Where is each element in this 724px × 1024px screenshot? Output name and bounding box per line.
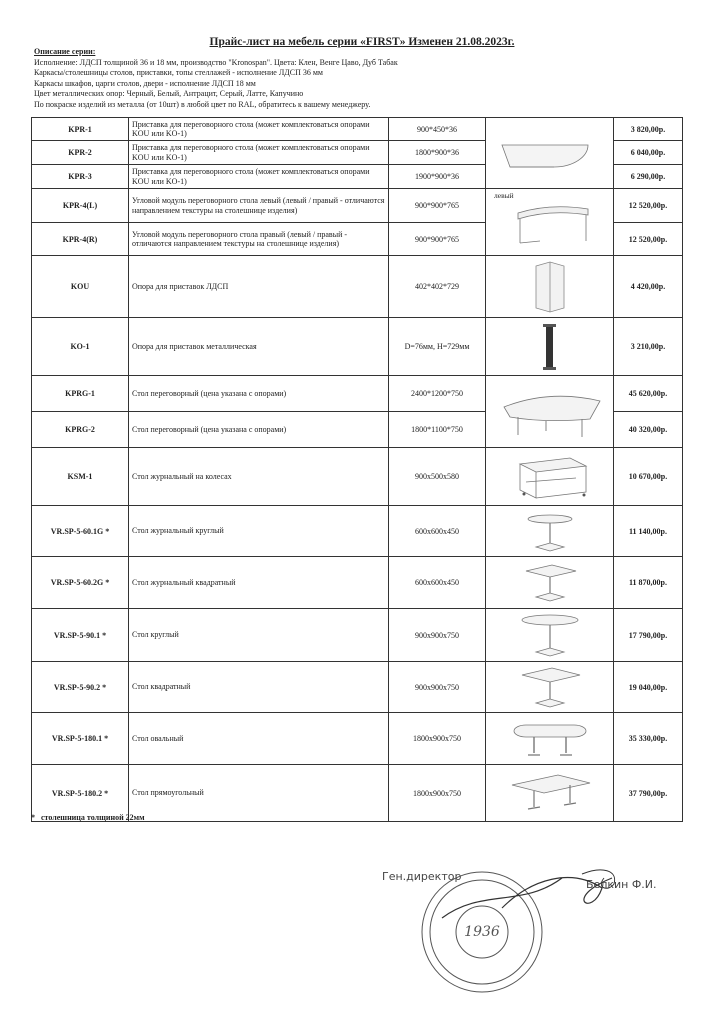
- item-name: Стол переговорный (цена указана с опорами): [129, 412, 389, 448]
- item-price: 19 040,00р.: [614, 662, 683, 713]
- item-price: 11 870,00р.: [614, 557, 683, 609]
- item-size: 1800*1100*750: [389, 412, 486, 448]
- conference-table-image: [490, 379, 610, 445]
- item-code: KPR-3: [32, 165, 129, 189]
- round-table-image: [490, 610, 610, 660]
- item-name: Опора для приставок ЛДСП: [129, 256, 389, 318]
- item-price: 12 520,00р.: [614, 223, 683, 256]
- item-image-cell: [486, 765, 614, 822]
- description-line: Каркасы шкафов, царги столов, двери - исполнение ЛДСП 18 мм: [34, 78, 256, 88]
- description-line: Каркасы/столешницы столов, приставки, топы стеллажей - исполнение ЛДСП 36 мм: [34, 68, 323, 78]
- item-name: Угловой модуль переговорного стола левый (левый / правый - отличаются направлением текстуры на столешнице изделия): [129, 189, 389, 223]
- table-row: [32, 557, 683, 609]
- item-size: 600х600х450: [389, 557, 486, 609]
- item-size: 2400*1200*750: [389, 376, 486, 412]
- item-price: 6 290,00р.: [614, 165, 683, 189]
- footnote-mark: *: [31, 813, 35, 822]
- item-image-cell: [486, 376, 614, 448]
- item-size: 900*900*765: [389, 223, 486, 256]
- item-code: KPRG-2: [32, 412, 129, 448]
- item-code: KPR-2: [32, 141, 129, 165]
- item-size: 1800*900*36: [389, 141, 486, 165]
- item-price: 4 420,00р.: [614, 256, 683, 318]
- table-row: [32, 118, 683, 141]
- item-size: 600х600х450: [389, 506, 486, 557]
- half-round-extension-image: [490, 123, 610, 183]
- item-name: Угловой модуль переговорного стола правый (левый / правый - отличаются направлением текстуры на столешнице изделия): [129, 223, 389, 256]
- item-image-cell: [486, 318, 614, 376]
- table-row: [32, 662, 683, 713]
- description-line: По покраске изделий из металла (от 10шт) в любой цвет по RAL, обратитесь к вашему менеджеру.: [34, 99, 371, 109]
- item-price: 3 210,00р.: [614, 318, 683, 376]
- item-price: 37 790,00р.: [614, 765, 683, 822]
- description-line: Цвет металлических опор: Черный, Белый, Антрацит, Серый, Латте, Капучино: [34, 89, 304, 99]
- item-code: KPR-4(L): [32, 189, 129, 223]
- item-code: VR.SP-5-90.1 *: [32, 609, 129, 662]
- corner-support-image: [490, 258, 610, 316]
- item-code: KOU: [32, 256, 129, 318]
- item-price: 12 520,00р.: [614, 189, 683, 223]
- footnote: [31, 813, 145, 822]
- table-row: [32, 448, 683, 506]
- item-size: 1800х900х750: [389, 713, 486, 765]
- company-stamp: [382, 858, 682, 998]
- signer-role: Ген.директор: [382, 870, 462, 883]
- item-code: KO-1: [32, 318, 129, 376]
- series-description: [34, 47, 398, 111]
- item-price: 3 820,00р.: [614, 118, 683, 141]
- description-heading: Описание серии:: [34, 47, 96, 56]
- item-name: Приставка для переговорного стола (может комплектоваться опорами KOU или KO-1): [129, 141, 389, 165]
- square-coffee-table-image: [490, 559, 610, 607]
- item-name: Опора для приставок металлическая: [129, 318, 389, 376]
- signer-name: Белкин Ф.И.: [586, 878, 657, 891]
- table-row: [32, 318, 683, 376]
- corner-module-image: [490, 191, 610, 253]
- item-size: 900*900*765: [389, 189, 486, 223]
- table-row: [32, 506, 683, 557]
- table-row: [32, 256, 683, 318]
- item-size: 900х900х750: [389, 609, 486, 662]
- item-price: 10 670,00р.: [614, 448, 683, 506]
- table-row: [32, 713, 683, 765]
- item-price: 17 790,00р.: [614, 609, 683, 662]
- item-code: VR.SP-5-60.2G *: [32, 557, 129, 609]
- item-name: Приставка для переговорного стола (может комплектоваться опорами KOU или KO-1): [129, 118, 389, 141]
- item-image-cell: [486, 506, 614, 557]
- item-size: 402*402*729: [389, 256, 486, 318]
- item-code: KPR-1: [32, 118, 129, 141]
- item-image-cell: [486, 662, 614, 713]
- item-code: KSM-1: [32, 448, 129, 506]
- item-size: D=76мм, H=729мм: [389, 318, 486, 376]
- item-name: Стол круглый: [129, 609, 389, 662]
- item-name: Стол переговорный (цена указана с опорами): [129, 376, 389, 412]
- item-image-cell: [486, 256, 614, 318]
- table-row: [32, 609, 683, 662]
- item-name: Стол журнальный круглый: [129, 506, 389, 557]
- item-price: 45 620,00р.: [614, 376, 683, 412]
- item-size: 1900*900*36: [389, 165, 486, 189]
- rectangular-table-image: [490, 767, 610, 819]
- item-size: 900*450*36: [389, 118, 486, 141]
- oval-table-image: [490, 715, 610, 763]
- item-name: Стол прямоугольный: [129, 765, 389, 822]
- table-row: [32, 189, 683, 223]
- item-code: VR.SP-5-90.2 *: [32, 662, 129, 713]
- item-name: Стол журнальный на колесах: [129, 448, 389, 506]
- item-code: VR.SP-5-180.1 *: [32, 713, 129, 765]
- item-name: Стол овальный: [129, 713, 389, 765]
- item-code: VR.SP-5-180.2 *: [32, 765, 129, 822]
- item-image-cell: [486, 118, 614, 189]
- item-size: 900х900х750: [389, 662, 486, 713]
- square-table-image: [490, 663, 610, 711]
- table-row: [32, 376, 683, 412]
- coffee-table-on-wheels-image: [490, 450, 610, 504]
- item-image-cell: [486, 557, 614, 609]
- item-price: 40 320,00р.: [614, 412, 683, 448]
- svg-text:1936: 1936: [464, 924, 500, 940]
- metal-leg-image: [490, 320, 610, 374]
- item-price: 11 140,00р.: [614, 506, 683, 557]
- price-table: [31, 117, 683, 822]
- item-image-cell: [486, 189, 614, 256]
- description-line: Исполнение: ЛДСП толщиной 36 и 18 мм, производство "Kronospan". Цвета: Клен, Венге Цаво, Дуб Табак: [34, 57, 398, 67]
- item-name: Приставка для переговорного стола (может комплектоваться опорами KOU или KO-1): [129, 165, 389, 189]
- item-name: Стол журнальный квадратный: [129, 557, 389, 609]
- item-code: KPRG-1: [32, 376, 129, 412]
- item-price: 35 330,00р.: [614, 713, 683, 765]
- item-size: 900х500х580: [389, 448, 486, 506]
- item-image-cell: [486, 713, 614, 765]
- round-coffee-table-image: [490, 507, 610, 555]
- item-size: 1800х900х750: [389, 765, 486, 822]
- footnote-text: столешница толщиной 22мм: [41, 813, 145, 822]
- image-note: левый: [494, 191, 514, 200]
- item-image-cell: [486, 448, 614, 506]
- document-title: Прайс-лист на мебель серии «FIRST» Изменен 21.08.2023г.: [209, 36, 515, 48]
- signature-block: [382, 858, 682, 998]
- item-code: VR.SP-5-60.1G *: [32, 506, 129, 557]
- item-image-cell: [486, 609, 614, 662]
- item-code: KPR-4(R): [32, 223, 129, 256]
- item-price: 6 040,00р.: [614, 141, 683, 165]
- item-name: Стол квадратный: [129, 662, 389, 713]
